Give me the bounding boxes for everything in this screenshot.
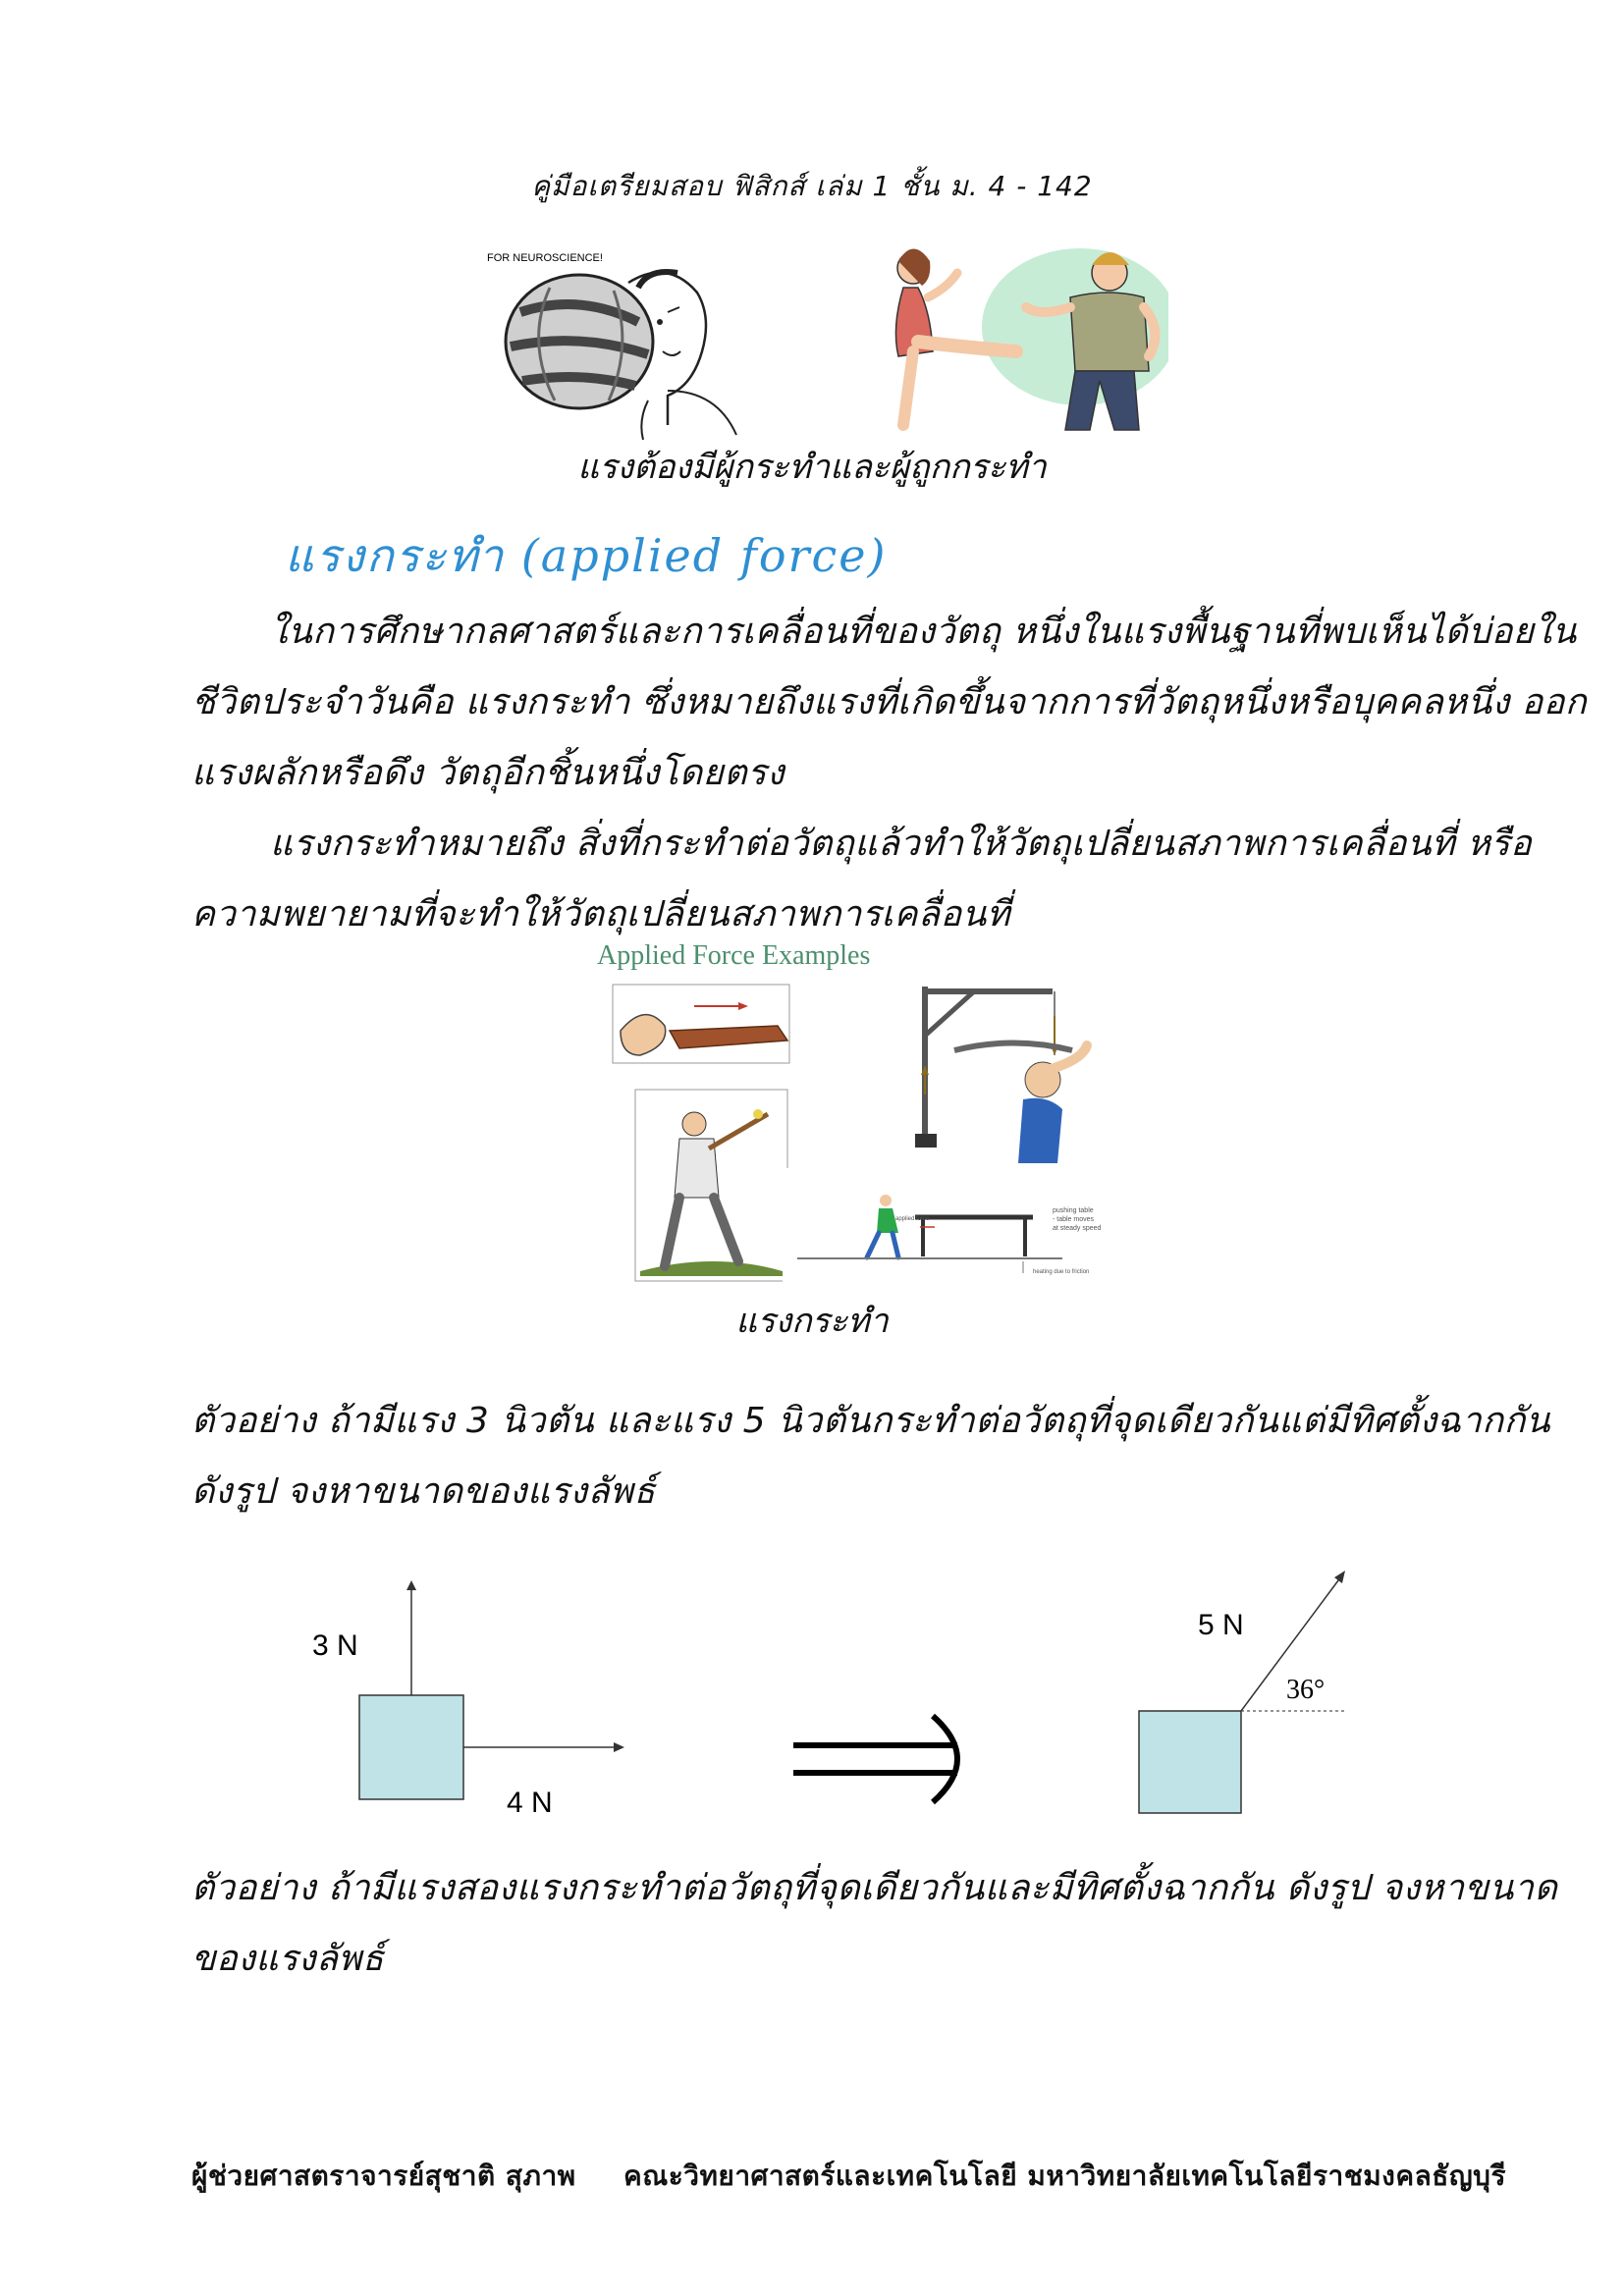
paragraph-1-line-2: ชีวิตประจำวันคือ แรงกระทำ ซึ่งหมายถึงแรงที่เกิดขึ้นจากการที่วัตถุหนึ่งหรือบุคคลหนึ่ง ออก xyxy=(191,682,1588,722)
label-4n: 4 N xyxy=(507,1787,553,1819)
force-arrow-4n-head xyxy=(614,1742,624,1752)
section-title: แรงกระทำ (applied force) xyxy=(285,529,888,582)
example-1-line-2: ดังรูป จงหาขนาดของแรงลัพธ์ xyxy=(191,1471,656,1512)
sketch-caption: FOR NEUROSCIENCE! xyxy=(487,252,603,264)
ball-face-sketch xyxy=(487,252,736,440)
footer-author: ผู้ช่วยศาสตราจารย์สุชาติ สุภาพ xyxy=(191,2160,576,2192)
hand-push-panel xyxy=(613,985,789,1063)
force-vector-diagram xyxy=(0,1531,1624,1855)
implies-arrow xyxy=(793,1716,957,1802)
paragraph-2-line-2: ความพยายามที่จะทำให้วัตถุเปลี่ยนสภาพการเคลื่อนที่ xyxy=(191,894,1010,934)
table-note-1: pushing table xyxy=(1053,1207,1094,1214)
label-5n: 5 N xyxy=(1198,1609,1244,1641)
label-3n: 3 N xyxy=(312,1629,358,1662)
angle-label: 36° xyxy=(1286,1675,1326,1705)
kick-illustration xyxy=(895,248,1168,430)
friction-note: heating due to friction xyxy=(1033,1269,1090,1275)
examples-figure-title: Applied Force Examples xyxy=(597,940,871,971)
object-box-left xyxy=(359,1695,463,1799)
force-interaction-illustrations xyxy=(481,243,1168,440)
examples-figure-caption: แรงกระทำ xyxy=(735,1302,889,1341)
table-note-3: at steady speed xyxy=(1053,1225,1102,1232)
table-note-2: - table moves xyxy=(1053,1216,1095,1223)
applied-force-examples-illustration xyxy=(601,977,1151,1291)
force-arrow-5n-head xyxy=(1334,1571,1345,1583)
paragraph-1-line-3: แรงผลักหรือดึง วัตถุอีกชิ้นหนึ่งโดยตรง xyxy=(191,753,785,793)
footer-institution: คณะวิทยาศาสตร์และเทคโนโลยี มหาวิทยาลัยเทคโนโลยีราชมงคลธัญบุรี xyxy=(623,2160,1506,2192)
example-2-line-1: ตัวอย่าง ถ้ามีแรงสองแรงกระทำต่อวัตถุที่จุดเดียวกันและมีทิศตั้งฉากกัน ดังรูป จงหาขนาด xyxy=(191,1868,1558,1908)
push-note: applied force xyxy=(895,1216,930,1222)
force-arrow-3n-head xyxy=(406,1580,416,1590)
table-push-panel xyxy=(783,1168,1102,1291)
object-box-right xyxy=(1139,1711,1241,1813)
pull-up-panel xyxy=(915,987,1087,1163)
top-figure-caption: แรงต้องมีผู้กระทำและผู้ถูกกระทำ xyxy=(577,448,1047,487)
example-1-line-1: ตัวอย่าง ถ้ามีแรง 3 นิวตัน และแรง 5 นิวตันกระทำต่อวัตถุที่จุดเดียวกันแต่มีทิศตั้งฉากกัน xyxy=(191,1401,1550,1441)
batter-panel xyxy=(635,1090,787,1281)
paragraph-2-line-1: แรงกระทำหมายถึง สิ่งที่กระทำต่อวัตถุแล้วทำให้วัตถุเปลี่ยนสภาพการเคลื่อนที่ หรือ xyxy=(270,824,1533,864)
example-2-line-2: ของแรงลัพธ์ xyxy=(191,1939,385,1979)
paragraph-1-line-1: ในการศึกษากลศาสตร์และการเคลื่อนที่ของวัตถุ หนึ่งในแรงพื้นฐานที่พบเห็นได้บ่อยใน xyxy=(270,612,1577,652)
page-header: คู่มือเตรียมสอบ ฟิสิกส์ เล่ม 1 ชั้น ม. 4 - 142 xyxy=(531,170,1093,202)
